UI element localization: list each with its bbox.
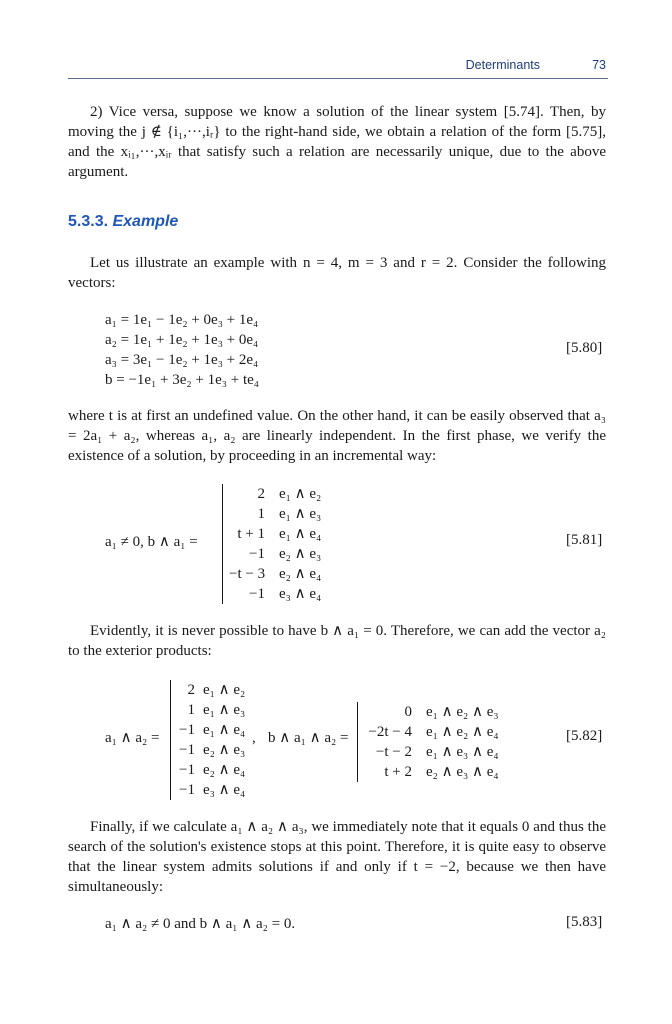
equation-number-5-82: [5.82]: [566, 728, 603, 744]
coefficient: 2: [187, 682, 195, 698]
coefficient: 2: [257, 486, 265, 502]
matrix-5-82-right: [357, 702, 499, 782]
matrix-row: [229, 584, 321, 604]
section-number: 5.3.3.: [68, 213, 109, 230]
equation-number-5-81: [5.81]: [566, 532, 603, 548]
coefficient: 1: [187, 702, 195, 718]
equation-label-5-81: a₁ ≠ 0, b ∧ a₁ =: [105, 534, 198, 550]
basis-term: e₁ ∧ e₂: [203, 682, 246, 698]
matrix-5-82-left: [170, 680, 245, 800]
basis-term: e₂ ∧ e₃: [203, 742, 246, 758]
coefficient: −1: [179, 782, 195, 798]
equation-line: a₂ = 1e₁ + 1e₂ + 1e₃ + 0e₄: [105, 332, 259, 348]
paragraph-4: Evidently, it is never possible to have b ∧ a₁ = 0. Therefore, we can add the vector a₂ to the exterior products:: [68, 623, 606, 659]
paragraph-5: Finally, if we calculate a₁ ∧ a₂ ∧ a₃, we immediately note that it equals 0 and thus the search of the solution's existence stops at this point. Therefore, it is quite easy to observe that the linear system admits solutions if and only if t = −2, because we then have simultaneously:: [68, 819, 606, 895]
basis-term: e₂ ∧ e₄: [279, 566, 322, 582]
paragraph-2: Let us illustrate an example with n = 4, m = 3 and r = 2. Consider the following vectors:: [68, 255, 606, 291]
equation-number-5-83: [5.83]: [566, 914, 603, 930]
matrix-row: [362, 762, 499, 782]
basis-term: e₁ ∧ e₂ ∧ e₃: [426, 704, 499, 720]
coefficient: −t − 3: [229, 566, 266, 582]
coefficient: −1: [179, 742, 195, 758]
matrix-row: [229, 504, 321, 524]
coefficient: −1: [179, 762, 195, 778]
equation-line: a₃ = 3e₁ − 1e₂ + 1e₃ + 2e₄: [105, 352, 259, 368]
matrix-row: [229, 484, 321, 504]
coefficient: −1: [249, 546, 265, 562]
running-title: Determinants: [465, 58, 540, 72]
basis-term: e₂ ∧ e₃: [279, 546, 322, 562]
running-header: [68, 56, 608, 79]
matrix-row: [175, 780, 245, 800]
equation-5-83: a₁ ∧ a₂ ≠ 0 and b ∧ a₁ ∧ a₂ = 0.: [105, 916, 296, 932]
basis-term: e₁ ∧ e₃: [279, 506, 322, 522]
basis-term: e₃ ∧ e₄: [203, 782, 246, 798]
section-title: Example: [112, 213, 179, 230]
coefficient: −1: [249, 586, 265, 602]
matrix-row: [175, 720, 245, 740]
matrix-row: [175, 760, 245, 780]
matrix-row: [229, 544, 321, 564]
matrix-row: [229, 564, 321, 584]
basis-term: e₁ ∧ e₃ ∧ e₄: [426, 744, 499, 760]
equation-separator: ,: [252, 730, 256, 746]
coefficient: −2t − 4: [368, 724, 412, 740]
basis-term: e₁ ∧ e₂: [279, 486, 322, 502]
paragraph-3: where t is at first an undefined value. On the other hand, it can be easily observed that a₃ = 2a₁ + a₂, whereas a₁, a₂ are linearly independent. In the first phase, we verify the existence of a solution, by proceeding in an incremental way:: [68, 408, 606, 464]
matrix-row: [362, 722, 499, 742]
basis-term: e₁ ∧ e₄: [203, 722, 246, 738]
coefficient: t + 1: [237, 526, 265, 542]
coefficient: −1: [179, 722, 195, 738]
matrix-row: [175, 740, 245, 760]
matrix-row: [175, 680, 245, 700]
equation-label-5-82-right: b ∧ a₁ ∧ a₂ =: [268, 730, 349, 746]
paragraph-1: 2) Vice versa, suppose we know a solution of the linear system [5.74]. Then, by moving the j ∉ {i₁,···,iᵣ} to the right-hand side, we obtain a relation of the form [5.75], and the xᵢ₁,···,xᵢᵣ that satisfy such a relation are necessarily unique, due to the above argument.: [68, 104, 606, 180]
equation-number-5-80: [5.80]: [566, 340, 603, 356]
equation-5-80: [105, 310, 259, 390]
basis-term: e₁ ∧ e₄: [279, 526, 322, 542]
equation-line: a₁ = 1e₁ − 1e₂ + 0e₃ + 1e₄: [105, 312, 259, 328]
matrix-row: [362, 742, 499, 762]
section-heading: [68, 213, 178, 231]
equation-label-5-82-left: a₁ ∧ a₂ =: [105, 730, 160, 746]
basis-term: e₁ ∧ e₃: [203, 702, 246, 718]
basis-term: e₁ ∧ e₂ ∧ e₄: [426, 724, 499, 740]
coefficient: −t − 2: [375, 744, 412, 760]
matrix-5-81: [222, 484, 321, 604]
equation-line: b = −1e₁ + 3e₂ + 1e₃ + te₄: [105, 372, 260, 388]
basis-term: e₃ ∧ e₄: [279, 586, 322, 602]
page-number: 73: [592, 58, 606, 72]
coefficient: 0: [404, 704, 412, 720]
coefficient: 1: [257, 506, 265, 522]
basis-term: e₂ ∧ e₄: [203, 762, 246, 778]
coefficient: t + 2: [384, 764, 412, 780]
matrix-row: [229, 524, 321, 544]
basis-term: e₂ ∧ e₃ ∧ e₄: [426, 764, 499, 780]
matrix-row: [362, 702, 499, 722]
matrix-row: [175, 700, 245, 720]
